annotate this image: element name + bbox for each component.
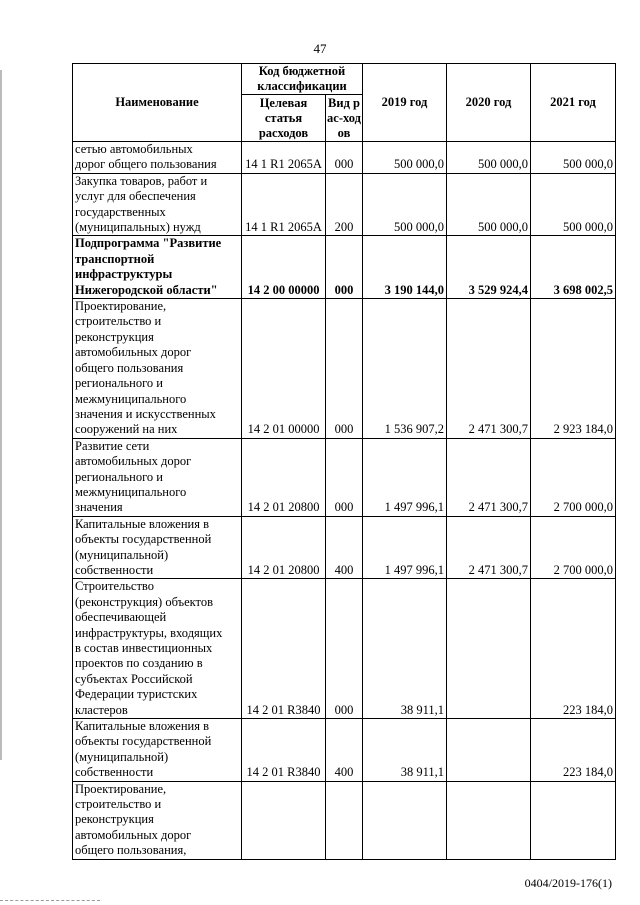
row-value-2019-text: 38 911,1 (400, 702, 445, 717)
row-value-2019-text: 1 497 996,1 (384, 562, 445, 577)
row-target-code-text: 14 1 R1 2065A (245, 220, 322, 235)
row-name (73, 236, 242, 299)
row-value-2021-text: 500 000,0 (563, 157, 614, 172)
row-name (73, 173, 242, 236)
row-value-2021 (531, 438, 616, 516)
row-value-2021 (531, 781, 616, 859)
row-target-code (242, 719, 326, 782)
row-expense-type-text: 400 (334, 765, 354, 780)
scan-mark (0, 900, 100, 902)
row-name (73, 516, 242, 579)
row-expense-type-text: 000 (334, 282, 354, 297)
document-code: 0404/2019-176(1) (524, 876, 612, 890)
row-value-2021-text: 3 698 002,5 (553, 282, 614, 297)
table-row (73, 142, 616, 174)
row-target-code-text: 14 2 01 20800 (247, 562, 320, 577)
row-expense-type-text: 000 (334, 157, 354, 172)
row-value-2019 (363, 781, 447, 859)
row-value-2020 (447, 142, 531, 174)
row-name-text: Капитальные вложения в объекты государственной (муниципальной) собственности (75, 516, 212, 577)
row-value-2020-text: 3 529 924,4 (468, 282, 529, 297)
row-target-code (242, 781, 326, 859)
row-name-text: сетью автомобильных дорог общего пользования (75, 142, 217, 172)
row-value-2019 (363, 236, 447, 299)
row-target-code-text: 14 2 01 R3840 (246, 765, 321, 780)
header-2021: 2021 год (531, 64, 616, 142)
row-target-code (242, 299, 326, 439)
row-value-2021-text: 223 184,0 (563, 765, 614, 780)
table-row (73, 236, 616, 299)
header-name: Наименование (73, 64, 242, 142)
row-value-2021 (531, 142, 616, 174)
row-name-text: Капитальные вложения в объекты государственной (муниципальной) собственности (75, 719, 212, 780)
row-value-2021 (531, 579, 616, 719)
row-value-2021-text: 2 700 000,0 (553, 500, 614, 515)
page-number: 47 (313, 41, 327, 56)
row-target-code (242, 236, 326, 299)
row-value-2021 (531, 299, 616, 439)
row-expense-type (326, 781, 363, 859)
row-target-code-text: 14 2 01 00000 (247, 422, 320, 437)
table-row (73, 299, 616, 439)
row-expense-type (326, 719, 363, 782)
row-name-text: Проектирование, строительство и реконструкция автомобильных дорог общего пользования, (75, 781, 192, 858)
row-value-2019-text: 500 000,0 (394, 220, 445, 235)
row-value-2020-text: 2 471 300,7 (468, 500, 529, 515)
row-expense-type (326, 142, 363, 174)
budget-table (72, 63, 616, 860)
row-value-2019 (363, 719, 447, 782)
table-row (73, 516, 616, 579)
row-name (73, 719, 242, 782)
row-expense-type (326, 173, 363, 236)
row-value-2021-text: 500 000,0 (563, 220, 614, 235)
row-value-2020 (447, 516, 531, 579)
row-value-2019 (363, 299, 447, 439)
row-expense-type (326, 579, 363, 719)
row-value-2020 (447, 719, 531, 782)
header-2019: 2019 год (363, 64, 447, 142)
row-target-code-text: 14 2 00 00000 (247, 282, 320, 297)
row-value-2021-text: 2 700 000,0 (553, 562, 614, 577)
row-value-2021 (531, 719, 616, 782)
row-value-2020 (447, 438, 531, 516)
row-value-2019-text: 1 497 996,1 (384, 500, 445, 515)
row-name (73, 781, 242, 859)
row-value-2020 (447, 236, 531, 299)
table-body (73, 142, 616, 860)
row-value-2020 (447, 781, 531, 859)
table-row (73, 438, 616, 516)
row-value-2019 (363, 438, 447, 516)
table-row (73, 579, 616, 719)
row-expense-type (326, 516, 363, 579)
row-name (73, 438, 242, 516)
row-expense-type-text: 000 (334, 702, 354, 717)
row-expense-type-text: 200 (334, 220, 354, 235)
row-value-2020-text: 2 471 300,7 (468, 422, 529, 437)
row-value-2020-text: 500 000,0 (478, 220, 529, 235)
row-value-2021 (531, 173, 616, 236)
row-value-2021-text: 223 184,0 (563, 702, 614, 717)
row-value-2019-text: 3 190 144,0 (384, 282, 445, 297)
row-value-2020 (447, 579, 531, 719)
header-kbk: Код бюджетной классификации (242, 64, 363, 95)
row-target-code (242, 516, 326, 579)
scan-edge (0, 70, 2, 760)
row-target-code-text: 14 1 R1 2065A (245, 157, 322, 172)
table-row (73, 719, 616, 782)
table-row (73, 173, 616, 236)
row-value-2021 (531, 516, 616, 579)
row-name-text: Строительство (реконструкция) объектов обеспечивающей инфраструктуры, входящих в состав инвестиционных проектов по созданию в субъектах Российской Федерации туристских кластеров (75, 579, 223, 717)
row-expense-type (326, 438, 363, 516)
row-target-code-text: 14 2 01 R3840 (246, 702, 321, 717)
row-value-2020 (447, 173, 531, 236)
row-target-code (242, 173, 326, 236)
row-expense-type-text: 000 (334, 500, 354, 515)
row-name-text: Закупка товаров, работ и услуг для обеспечения государственных (муниципальных) нужд (75, 173, 208, 235)
row-value-2019 (363, 579, 447, 719)
row-expense-type (326, 236, 363, 299)
row-value-2019-text: 1 536 907,2 (384, 422, 445, 437)
row-name-text: Подпрограмма "Развитие транспортной инфраструктуры Нижегородской области" (75, 236, 222, 297)
row-value-2020-text: 500 000,0 (478, 157, 529, 172)
row-expense-type-text: 400 (334, 562, 354, 577)
row-expense-type-text: 000 (334, 422, 354, 437)
row-target-code (242, 579, 326, 719)
table-row (73, 781, 616, 859)
row-value-2021 (531, 236, 616, 299)
row-value-2021-text: 2 923 184,0 (553, 422, 614, 437)
row-name (73, 579, 242, 719)
row-name-text: Проектирование, строительство и реконструкция автомобильных дорог общего пользования регионального и межмуниципального значения и искусственных сооружений на них (75, 299, 216, 437)
row-value-2019 (363, 516, 447, 579)
row-target-code (242, 438, 326, 516)
row-name (73, 142, 242, 174)
row-value-2019-text: 500 000,0 (394, 157, 445, 172)
row-target-code-text: 14 2 01 20800 (247, 500, 320, 515)
row-name (73, 299, 242, 439)
row-target-code (242, 142, 326, 174)
row-value-2020-text: 2 471 300,7 (468, 562, 529, 577)
row-value-2019 (363, 173, 447, 236)
header-2020: 2020 год (447, 64, 531, 142)
header-type: Вид рас-ходов (327, 95, 361, 140)
row-value-2019 (363, 142, 447, 174)
header-target: Целевая статья расходов (242, 95, 326, 142)
row-name-text: Развитие сети автомобильных дорог регионального и межмуниципального значения (75, 438, 192, 515)
row-expense-type (326, 299, 363, 439)
row-value-2019-text: 38 911,1 (400, 765, 445, 780)
row-value-2020 (447, 299, 531, 439)
